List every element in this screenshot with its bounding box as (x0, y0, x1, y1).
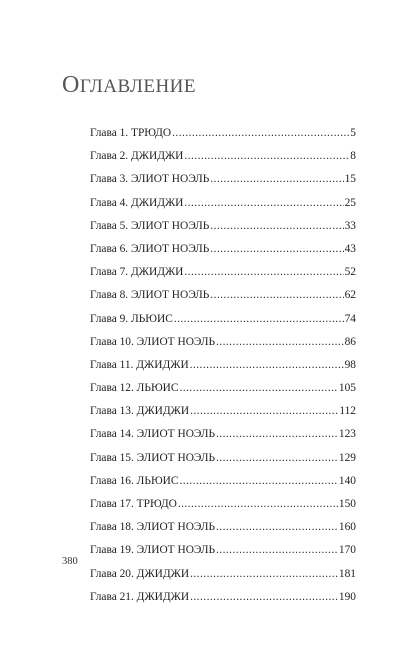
dot-leader (179, 377, 337, 400)
toc-entry[interactable] (90, 261, 356, 284)
toc-entry-page: 170 (338, 544, 356, 557)
toc-entry-page: 62 (344, 289, 356, 302)
toc-entry-page: 129 (338, 451, 356, 464)
dot-leader (184, 145, 349, 168)
toc-entry[interactable] (90, 308, 356, 331)
toc-entry-label: Глава 15. ЭЛИОТ НОЭЛЬ (90, 451, 215, 464)
toc-entry-page: 123 (338, 428, 356, 441)
dot-leader (190, 400, 338, 423)
toc-entry-label: Глава 19. ЭЛИОТ НОЭЛЬ (90, 544, 215, 557)
toc-entry-label: Глава 14. ЭЛИОТ НОЭЛЬ (90, 428, 215, 441)
dot-leader (210, 284, 343, 307)
toc-entry-page: 181 (338, 567, 356, 580)
toc-entry[interactable] (90, 354, 356, 377)
toc-entry-page: 105 (338, 382, 356, 395)
toc-entry[interactable] (90, 586, 356, 609)
toc-entry[interactable] (90, 563, 356, 586)
dot-leader (216, 516, 338, 539)
toc-entry[interactable] (90, 400, 356, 423)
dot-leader (172, 122, 349, 145)
toc-entry-label: Глава 7. ДЖИДЖИ (90, 266, 184, 279)
dot-leader (190, 354, 344, 377)
toc-entry-page: 190 (338, 590, 356, 603)
toc-entry-page: 112 (339, 405, 356, 418)
toc-entry[interactable] (90, 539, 356, 562)
toc-entry-label: Глава 10. ЭЛИОТ НОЭЛЬ (90, 335, 215, 348)
toc-entry-page: 43 (344, 242, 356, 255)
toc-entry[interactable] (90, 377, 356, 400)
toc-entry-label: Глава 1. ТРЮДО (90, 127, 172, 139)
dot-leader (190, 563, 338, 586)
dot-leader (174, 308, 344, 331)
toc-entry-page: 74 (344, 312, 356, 325)
toc-entry-label: Глава 16. ЛЬЮИС (90, 474, 179, 487)
toc-entry-page: 140 (338, 474, 356, 487)
dot-leader (216, 447, 338, 470)
toc-entry-label: Глава 2. ДЖИДЖИ (90, 150, 184, 163)
toc-entry-page: 25 (344, 196, 356, 209)
dot-leader (216, 539, 338, 562)
title-initial: О (62, 72, 80, 98)
page-title (62, 72, 196, 99)
toc-entry-page: 86 (344, 335, 356, 348)
toc-entry-label: Глава 4. ДЖИДЖИ (90, 196, 184, 209)
toc-entry[interactable] (90, 470, 356, 493)
dot-leader (210, 168, 343, 191)
toc-entry[interactable] (90, 331, 356, 354)
dot-leader (210, 215, 343, 238)
title-rest: ГЛАВЛЕНИЕ (79, 76, 196, 97)
table-of-contents (90, 122, 356, 609)
dot-leader (184, 261, 343, 284)
toc-entry[interactable] (90, 284, 356, 307)
toc-entry-label: Глава 3. ЭЛИОТ НОЭЛЬ (90, 173, 210, 186)
page-number: 380 (62, 556, 78, 567)
toc-entry-page: 160 (338, 521, 356, 534)
toc-entry[interactable] (90, 423, 356, 446)
toc-entry[interactable] (90, 493, 356, 516)
toc-entry[interactable] (90, 447, 356, 470)
toc-entry-label: Глава 13. ДЖИДЖИ (90, 405, 190, 418)
dot-leader (216, 331, 344, 354)
dot-leader (216, 423, 338, 446)
dot-leader (178, 493, 338, 516)
toc-entry-page: 98 (344, 358, 356, 371)
toc-entry[interactable] (90, 192, 356, 215)
toc-entry-label: Глава 20. ДЖИДЖИ (90, 567, 190, 580)
dot-leader (210, 238, 343, 261)
toc-entry-label: Глава 17. ТРЮДО (90, 498, 177, 510)
dot-leader (179, 470, 337, 493)
toc-entry-page: 15 (344, 173, 356, 186)
toc-entry[interactable] (90, 122, 356, 145)
toc-entry-label: Глава 11. ДЖИДЖИ (90, 358, 189, 371)
dot-leader (184, 192, 343, 215)
toc-entry-page: 33 (344, 219, 356, 232)
toc-entry[interactable] (90, 516, 356, 539)
toc-entry-label: Глава 12. ЛЬЮИС (90, 382, 179, 395)
toc-entry[interactable] (90, 215, 356, 238)
toc-entry-label: Глава 21. ДЖИДЖИ (90, 590, 190, 603)
toc-entry-label: Глава 5. ЭЛИОТ НОЭЛЬ (90, 219, 210, 232)
toc-entry-page: 5 (350, 127, 356, 139)
toc-entry[interactable] (90, 145, 356, 168)
toc-entry[interactable] (90, 238, 356, 261)
toc-entry-label: Глава 6. ЭЛИОТ НОЭЛЬ (90, 242, 210, 255)
toc-entry-page: 150 (338, 498, 356, 510)
toc-entry-label: Глава 18. ЭЛИОТ НОЭЛЬ (90, 521, 215, 534)
dot-leader (190, 586, 338, 609)
toc-entry[interactable] (90, 168, 356, 191)
toc-entry-page: 52 (344, 266, 356, 279)
toc-entry-label: Глава 9. ЛЬЮИС (90, 312, 173, 325)
toc-entry-label: Глава 8. ЭЛИОТ НОЭЛЬ (90, 289, 210, 302)
toc-entry-page: 8 (350, 150, 356, 163)
